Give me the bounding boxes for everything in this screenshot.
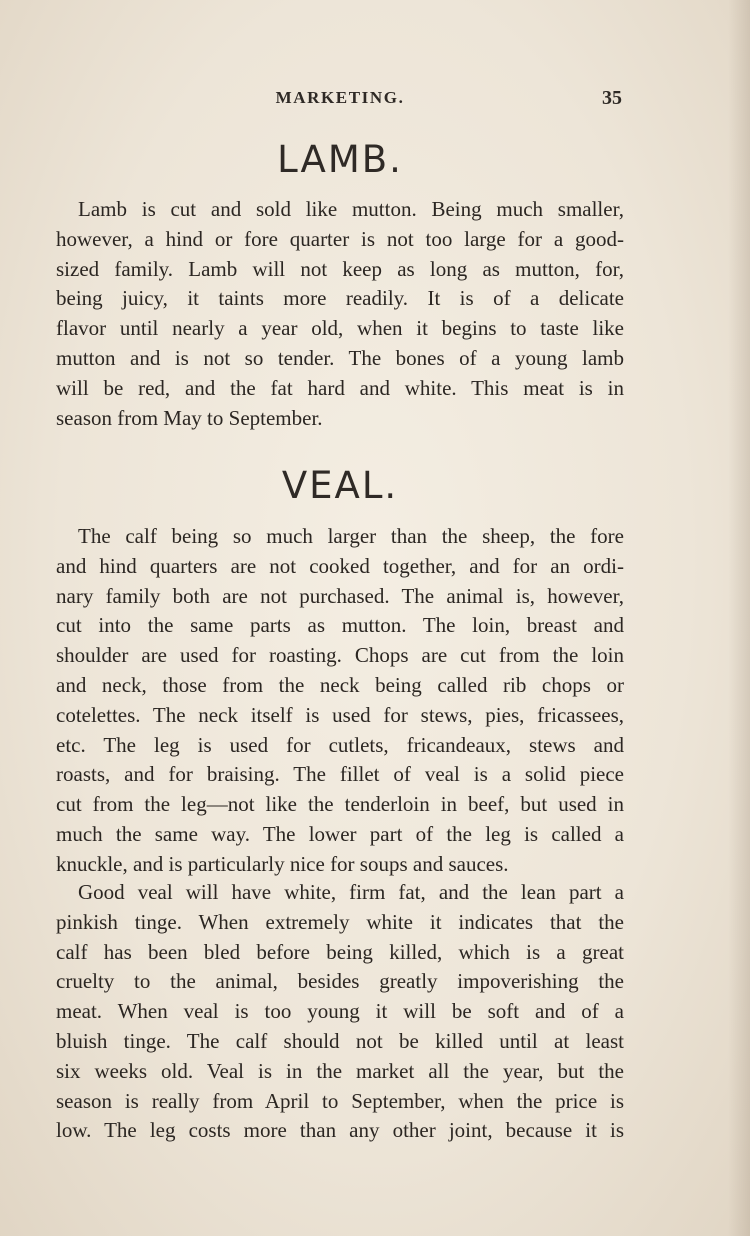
text-line: cut into the same parts as mutton. The loin, breast and <box>56 613 624 638</box>
text-line: and hind quarters are not cooked together, and for an ordi- <box>56 553 624 578</box>
text-line: much the same way. The lower part of the leg is called a <box>56 821 624 846</box>
lamb-heading: LAMB. <box>277 138 403 181</box>
text-line: cotelettes. The neck itself is used for stews, pies, fricassees, <box>56 702 624 727</box>
text-line: and neck, those from the neck being called rib chops or <box>56 672 624 697</box>
text-line: low. The leg costs more than any other joint, because it is <box>56 1118 624 1143</box>
text-line: The calf being so much larger than the sheep, the fore <box>78 524 624 548</box>
text-line: mutton and is not so tender. The bones of a young lamb <box>56 345 624 370</box>
text-line: meat. When veal is too young it will be soft and of a <box>56 999 624 1024</box>
running-head <box>56 88 624 112</box>
text-line: roasts, and for braising. The fillet of veal is a solid piece <box>56 762 624 787</box>
text-line: season from May to September. <box>56 405 323 430</box>
text-line: bluish tinge. The calf should not be killed until at least <box>56 1028 624 1053</box>
text-line: being juicy, it taints more readily. It is of a delicate <box>56 286 624 311</box>
text-line: six weeks old. Veal is in the market all the year, but the <box>56 1058 624 1083</box>
text-line: sized family. Lamb will not keep as long as mutton, for, <box>56 256 624 281</box>
text-line: pinkish tinge. When extremely white it indicates that the <box>56 909 624 934</box>
text-line: nary family both are not purchased. The animal is, however, <box>56 583 624 608</box>
text-line: flavor until nearly a year old, when it begins to taste like <box>56 316 624 341</box>
text-line: calf has been bled before being killed, which is a great <box>56 939 624 964</box>
veal-paragraph-1 <box>56 522 624 880</box>
veal-heading: VEAL. <box>281 464 399 507</box>
text-line: cut from the leg—not like the tenderloin in beef, but used in <box>56 792 624 817</box>
veal-paragraph-2 <box>56 878 624 1146</box>
text-line: will be red, and the fat hard and white. This meat is in <box>56 375 624 400</box>
text-line: shoulder are used for roasting. Chops are cut from the loin <box>56 643 624 668</box>
text-line: season is really from April to September, when the price is <box>56 1088 624 1113</box>
text-line: cruelty to the animal, besides greatly impoverishing the <box>56 969 624 994</box>
running-title: MARKETING. <box>275 88 405 107</box>
text-line: Lamb is cut and sold like mutton. Being much smaller, <box>78 197 624 221</box>
page-number: 35 <box>602 87 622 109</box>
text-line: however, a hind or fore quarter is not too large for a good- <box>56 226 624 251</box>
text-line: etc. The leg is used for cutlets, fricandeaux, stews and <box>56 732 624 757</box>
lamb-paragraph <box>56 195 624 433</box>
text-line: Good veal will have white, firm fat, and the lean part a <box>78 880 624 904</box>
text-line: knuckle, and is particularly nice for soups and sauces. <box>56 851 509 876</box>
